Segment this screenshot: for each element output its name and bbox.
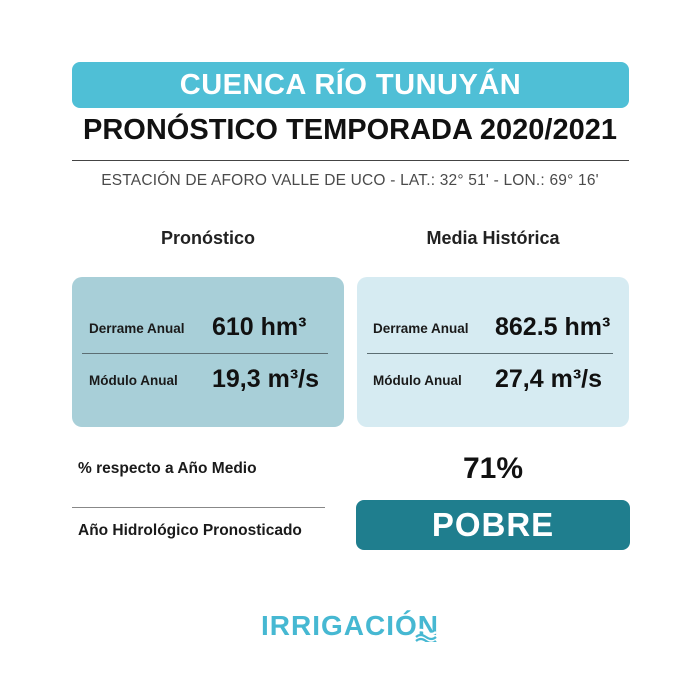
forecast-modulo-label: Módulo Anual [89, 373, 178, 388]
forecast-card [72, 277, 344, 427]
logo-text: IRRIGACIÓN [261, 610, 439, 641]
historic-modulo-value: 27,4 m³/s [495, 365, 603, 393]
season-title: PRONÓSTICO TEMPORADA 2020/2021 [83, 114, 617, 146]
year-type-label: Año Hidrológico Pronosticado [78, 522, 302, 539]
basin-title: CUENCA RÍO TUNUYÁN [179, 68, 522, 101]
year-type-badge [356, 500, 630, 550]
forecast-derrame-label: Derrame Anual [89, 321, 185, 336]
historic-derrame-value: 862.5 hm³ [495, 313, 611, 341]
historic-derrame-label: Derrame Anual [373, 321, 469, 336]
historic-modulo-label: Módulo Anual [373, 373, 462, 388]
year-type-value: POBRE [431, 506, 555, 543]
summary-divider [72, 507, 325, 508]
historic-card-divider [367, 353, 613, 354]
historic-heading: Media Histórica [426, 228, 560, 248]
forecast-heading: Pronóstico [160, 228, 255, 248]
water-waves-icon [415, 628, 437, 642]
forecast-derrame-value: 610 hm³ [212, 313, 307, 341]
basin-title-banner [72, 62, 629, 108]
station-info: ESTACIÓN DE AFORO VALLE DE UCO - LAT.: 32° 51' - LON.: 69° 16' [101, 172, 599, 189]
percent-value: 71% [462, 452, 524, 485]
forecast-modulo-value: 19,3 m³/s [212, 365, 320, 393]
percent-label: % respecto a Año Medio [78, 460, 257, 477]
forecast-card-divider [82, 353, 328, 354]
title-divider [72, 160, 629, 161]
historic-card [357, 277, 629, 427]
